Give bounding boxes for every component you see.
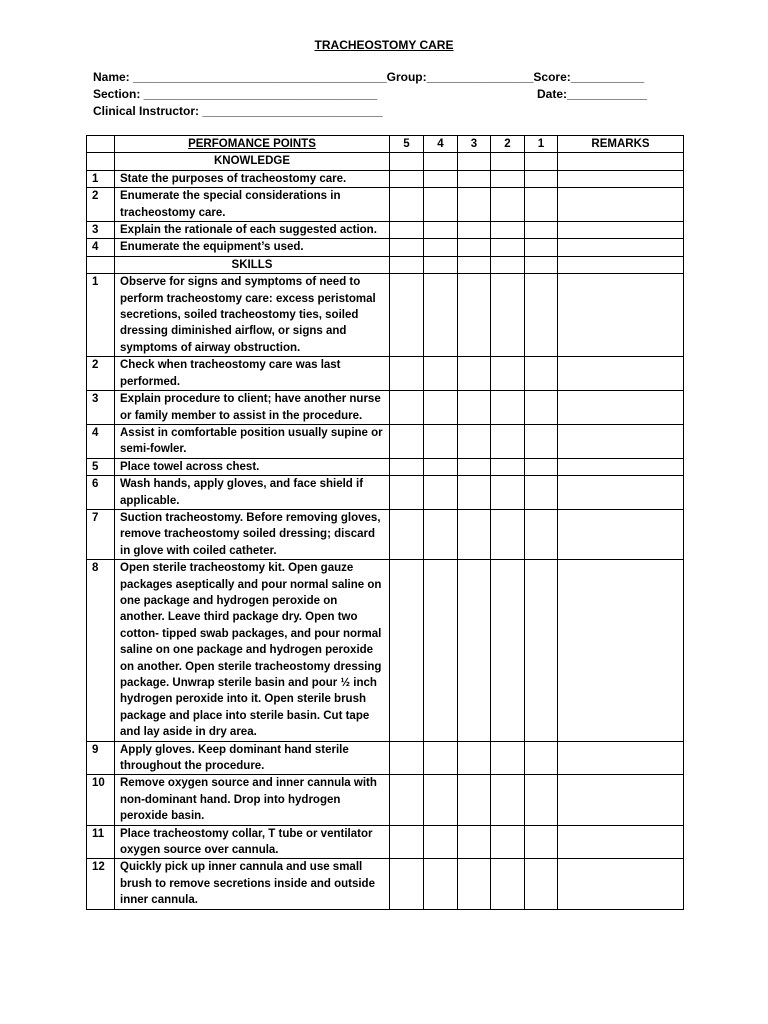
score-cell[interactable] bbox=[424, 741, 458, 775]
header-remarks: REMARKS bbox=[558, 136, 684, 153]
score-cell[interactable] bbox=[390, 825, 424, 859]
score-cell[interactable] bbox=[491, 170, 525, 187]
item-text: Place tracheostomy collar, T tube or ventilator oxygen source over cannula. bbox=[115, 825, 390, 859]
remarks-cell[interactable] bbox=[558, 458, 684, 475]
score-cell[interactable] bbox=[525, 256, 558, 273]
header-score-1: 1 bbox=[525, 136, 558, 153]
skills-item-row bbox=[87, 741, 684, 775]
skills-section-label: SKILLS bbox=[115, 256, 390, 273]
score-cell[interactable] bbox=[390, 239, 424, 256]
score-cell[interactable] bbox=[424, 560, 458, 741]
item-number: 1 bbox=[87, 274, 115, 357]
knowledge-section-row bbox=[87, 153, 684, 170]
score-cell[interactable] bbox=[424, 222, 458, 239]
score-cell[interactable] bbox=[458, 775, 491, 825]
score-cell[interactable] bbox=[390, 170, 424, 187]
score-cell[interactable] bbox=[424, 424, 458, 458]
remarks-cell[interactable] bbox=[558, 859, 684, 909]
skills-item-row bbox=[87, 391, 684, 425]
knowledge-item-row bbox=[87, 188, 684, 222]
score-cell[interactable] bbox=[424, 391, 458, 425]
score-cell[interactable] bbox=[458, 741, 491, 775]
item-text: Enumerate the special considerations in tracheostomy care. bbox=[115, 188, 390, 222]
item-number: 12 bbox=[87, 859, 115, 909]
score-cell[interactable] bbox=[458, 560, 491, 741]
name-group-score-line: Name: ______________________________________Group:________________Score:___________ bbox=[93, 70, 645, 84]
score-cell[interactable] bbox=[525, 239, 558, 256]
score-cell[interactable] bbox=[390, 775, 424, 825]
num-cell bbox=[87, 153, 115, 170]
score-cell[interactable] bbox=[525, 153, 558, 170]
score-cell[interactable] bbox=[458, 458, 491, 475]
score-cell[interactable] bbox=[390, 476, 424, 510]
score-cell[interactable] bbox=[390, 458, 424, 475]
remarks-cell[interactable] bbox=[558, 170, 684, 187]
score-cell[interactable] bbox=[525, 775, 558, 825]
score-cell[interactable] bbox=[458, 239, 491, 256]
score-cell[interactable] bbox=[491, 509, 525, 559]
skills-item-row bbox=[87, 458, 684, 475]
score-cell[interactable] bbox=[458, 274, 491, 357]
clinical-instructor-line: Clinical Instructor: ___________________________ bbox=[93, 104, 383, 118]
skills-item-row bbox=[87, 825, 684, 859]
remarks-cell[interactable] bbox=[558, 741, 684, 775]
skills-item-row bbox=[87, 424, 684, 458]
date-line: Date:____________ bbox=[537, 87, 648, 101]
header-score-5: 5 bbox=[390, 136, 424, 153]
item-text: Quickly pick up inner cannula and use small brush to remove secretions inside and outside inner cannula. bbox=[115, 859, 390, 909]
score-cell[interactable] bbox=[491, 458, 525, 475]
item-text: Place towel across chest. bbox=[115, 458, 390, 475]
score-cell[interactable] bbox=[458, 256, 491, 273]
score-cell[interactable] bbox=[390, 153, 424, 170]
knowledge-item-row bbox=[87, 239, 684, 256]
section-line: Section: ___________________________________ bbox=[93, 87, 378, 101]
skills-item-row bbox=[87, 357, 684, 391]
score-cell[interactable] bbox=[491, 153, 525, 170]
remarks-cell[interactable] bbox=[558, 274, 684, 357]
score-cell[interactable] bbox=[458, 170, 491, 187]
score-cell[interactable] bbox=[491, 274, 525, 357]
score-cell[interactable] bbox=[424, 239, 458, 256]
score-cell[interactable] bbox=[424, 357, 458, 391]
header-num-cell bbox=[87, 136, 115, 153]
skills-item-row bbox=[87, 560, 684, 741]
score-cell[interactable] bbox=[390, 391, 424, 425]
score-cell[interactable] bbox=[390, 274, 424, 357]
remarks-cell[interactable] bbox=[558, 560, 684, 741]
item-number: 2 bbox=[87, 357, 115, 391]
score-cell[interactable] bbox=[458, 391, 491, 425]
score-cell[interactable] bbox=[390, 741, 424, 775]
header-score-2: 2 bbox=[491, 136, 525, 153]
skills-item-row bbox=[87, 509, 684, 559]
remarks-cell[interactable] bbox=[558, 476, 684, 510]
score-cell[interactable] bbox=[424, 256, 458, 273]
score-cell[interactable] bbox=[491, 239, 525, 256]
item-number: 1 bbox=[87, 170, 115, 187]
remarks-cell[interactable] bbox=[558, 424, 684, 458]
remarks-cell[interactable] bbox=[558, 775, 684, 825]
score-cell[interactable] bbox=[458, 153, 491, 170]
score-cell[interactable] bbox=[458, 509, 491, 559]
score-cell[interactable] bbox=[424, 170, 458, 187]
item-number: 5 bbox=[87, 458, 115, 475]
item-number: 8 bbox=[87, 560, 115, 741]
item-text: Explain the rationale of each suggested action. bbox=[115, 222, 390, 239]
score-cell[interactable] bbox=[491, 188, 525, 222]
item-text: Remove oxygen source and inner cannula with non-dominant hand. Drop into hydrogen peroxide basin. bbox=[115, 775, 390, 825]
page-title: TRACHEOSTOMY CARE bbox=[314, 38, 454, 52]
item-number: 4 bbox=[87, 239, 115, 256]
score-cell[interactable] bbox=[424, 775, 458, 825]
header-score-4: 4 bbox=[424, 136, 458, 153]
score-cell[interactable] bbox=[491, 741, 525, 775]
item-number: 11 bbox=[87, 825, 115, 859]
evaluation-table bbox=[86, 135, 684, 910]
remarks-cell[interactable] bbox=[558, 825, 684, 859]
score-cell[interactable] bbox=[390, 357, 424, 391]
score-cell[interactable] bbox=[525, 170, 558, 187]
score-cell[interactable] bbox=[525, 274, 558, 357]
item-number: 3 bbox=[87, 222, 115, 239]
skills-item-row bbox=[87, 775, 684, 825]
score-cell[interactable] bbox=[491, 560, 525, 741]
score-cell[interactable] bbox=[390, 509, 424, 559]
score-cell[interactable] bbox=[525, 222, 558, 239]
table-header-row bbox=[87, 136, 684, 153]
score-cell[interactable] bbox=[458, 424, 491, 458]
knowledge-item-row bbox=[87, 222, 684, 239]
score-cell[interactable] bbox=[491, 424, 525, 458]
remarks-cell[interactable] bbox=[558, 509, 684, 559]
score-cell[interactable] bbox=[491, 222, 525, 239]
score-cell[interactable] bbox=[525, 357, 558, 391]
remarks-cell[interactable] bbox=[558, 222, 684, 239]
skills-item-row bbox=[87, 274, 684, 357]
item-text: Assist in comfortable position usually supine or semi-fowler. bbox=[115, 424, 390, 458]
remarks-cell[interactable] bbox=[558, 256, 684, 273]
item-number: 2 bbox=[87, 188, 115, 222]
skills-item-row bbox=[87, 476, 684, 510]
score-cell[interactable] bbox=[458, 825, 491, 859]
score-cell[interactable] bbox=[525, 741, 558, 775]
score-cell[interactable] bbox=[491, 391, 525, 425]
score-cell[interactable] bbox=[525, 476, 558, 510]
knowledge-item-row bbox=[87, 170, 684, 187]
item-text: Observe for signs and symptoms of need to perform tracheostomy care: excess peristomal secretions, soiled tracheostomy ties, soiled dressing diminished airflow, or signs and symptoms of airway obstruction. bbox=[115, 274, 390, 357]
score-cell[interactable] bbox=[525, 458, 558, 475]
item-text: Open sterile tracheostomy kit. Open gauze packages aseptically and pour normal saline on one package and hydrogen peroxide on another. Leave third package dry. Open two cotton- tipped swab packages, and pour normal saline on one package and hydrogen peroxide on another. Open sterile tracheostomy dressing package. Unwrap sterile basin and pour ½ inch hydrogen peroxide into it. Open sterile brush package and place into sterile basin. Cut tape and lay aside in dry area. bbox=[115, 560, 390, 741]
score-cell[interactable] bbox=[491, 775, 525, 825]
item-text: Enumerate the equipment’s used. bbox=[115, 239, 390, 256]
score-cell[interactable] bbox=[491, 859, 525, 909]
score-cell[interactable] bbox=[491, 357, 525, 391]
score-cell[interactable] bbox=[424, 509, 458, 559]
score-cell[interactable] bbox=[390, 222, 424, 239]
item-number: 6 bbox=[87, 476, 115, 510]
score-cell[interactable] bbox=[525, 509, 558, 559]
knowledge-section-label: KNOWLEDGE bbox=[115, 153, 390, 170]
remarks-cell[interactable] bbox=[558, 153, 684, 170]
score-cell[interactable] bbox=[390, 859, 424, 909]
score-cell[interactable] bbox=[458, 222, 491, 239]
item-text: Suction tracheostomy. Before removing gloves, remove tracheostomy soiled dressing; discard in glove with coiled catheter. bbox=[115, 509, 390, 559]
score-cell[interactable] bbox=[424, 188, 458, 222]
item-number: 7 bbox=[87, 509, 115, 559]
item-number: 9 bbox=[87, 741, 115, 775]
item-text: Explain procedure to client; have another nurse or family member to assist in the procedure. bbox=[115, 391, 390, 425]
item-text: Apply gloves. Keep dominant hand sterile throughout the procedure. bbox=[115, 741, 390, 775]
score-cell[interactable] bbox=[525, 859, 558, 909]
item-text: Check when tracheostomy care was last performed. bbox=[115, 357, 390, 391]
score-cell[interactable] bbox=[525, 391, 558, 425]
num-cell bbox=[87, 256, 115, 273]
score-cell[interactable] bbox=[390, 424, 424, 458]
score-cell[interactable] bbox=[424, 476, 458, 510]
score-cell[interactable] bbox=[424, 274, 458, 357]
score-cell[interactable] bbox=[424, 458, 458, 475]
score-cell[interactable] bbox=[491, 825, 525, 859]
score-cell[interactable] bbox=[390, 560, 424, 741]
remarks-cell[interactable] bbox=[558, 391, 684, 425]
remarks-cell[interactable] bbox=[558, 188, 684, 222]
item-number: 4 bbox=[87, 424, 115, 458]
score-cell[interactable] bbox=[390, 188, 424, 222]
score-cell[interactable] bbox=[424, 859, 458, 909]
score-cell[interactable] bbox=[458, 357, 491, 391]
score-cell[interactable] bbox=[424, 825, 458, 859]
item-text: State the purposes of tracheostomy care. bbox=[115, 170, 390, 187]
skills-section-row bbox=[87, 256, 684, 273]
score-cell[interactable] bbox=[458, 188, 491, 222]
score-cell[interactable] bbox=[458, 859, 491, 909]
item-number: 3 bbox=[87, 391, 115, 425]
item-number: 10 bbox=[87, 775, 115, 825]
remarks-cell[interactable] bbox=[558, 357, 684, 391]
score-cell[interactable] bbox=[491, 256, 525, 273]
score-cell[interactable] bbox=[424, 153, 458, 170]
score-cell[interactable] bbox=[525, 424, 558, 458]
header-performance-points: PERFOMANCE POINTS bbox=[115, 136, 390, 153]
score-cell[interactable] bbox=[458, 476, 491, 510]
skills-item-row bbox=[87, 859, 684, 909]
score-cell[interactable] bbox=[525, 188, 558, 222]
remarks-cell[interactable] bbox=[558, 239, 684, 256]
item-text: Wash hands, apply gloves, and face shield if applicable. bbox=[115, 476, 390, 510]
score-cell[interactable] bbox=[390, 256, 424, 273]
score-cell[interactable] bbox=[491, 476, 525, 510]
score-cell[interactable] bbox=[525, 560, 558, 741]
score-cell[interactable] bbox=[525, 825, 558, 859]
header-score-3: 3 bbox=[458, 136, 491, 153]
